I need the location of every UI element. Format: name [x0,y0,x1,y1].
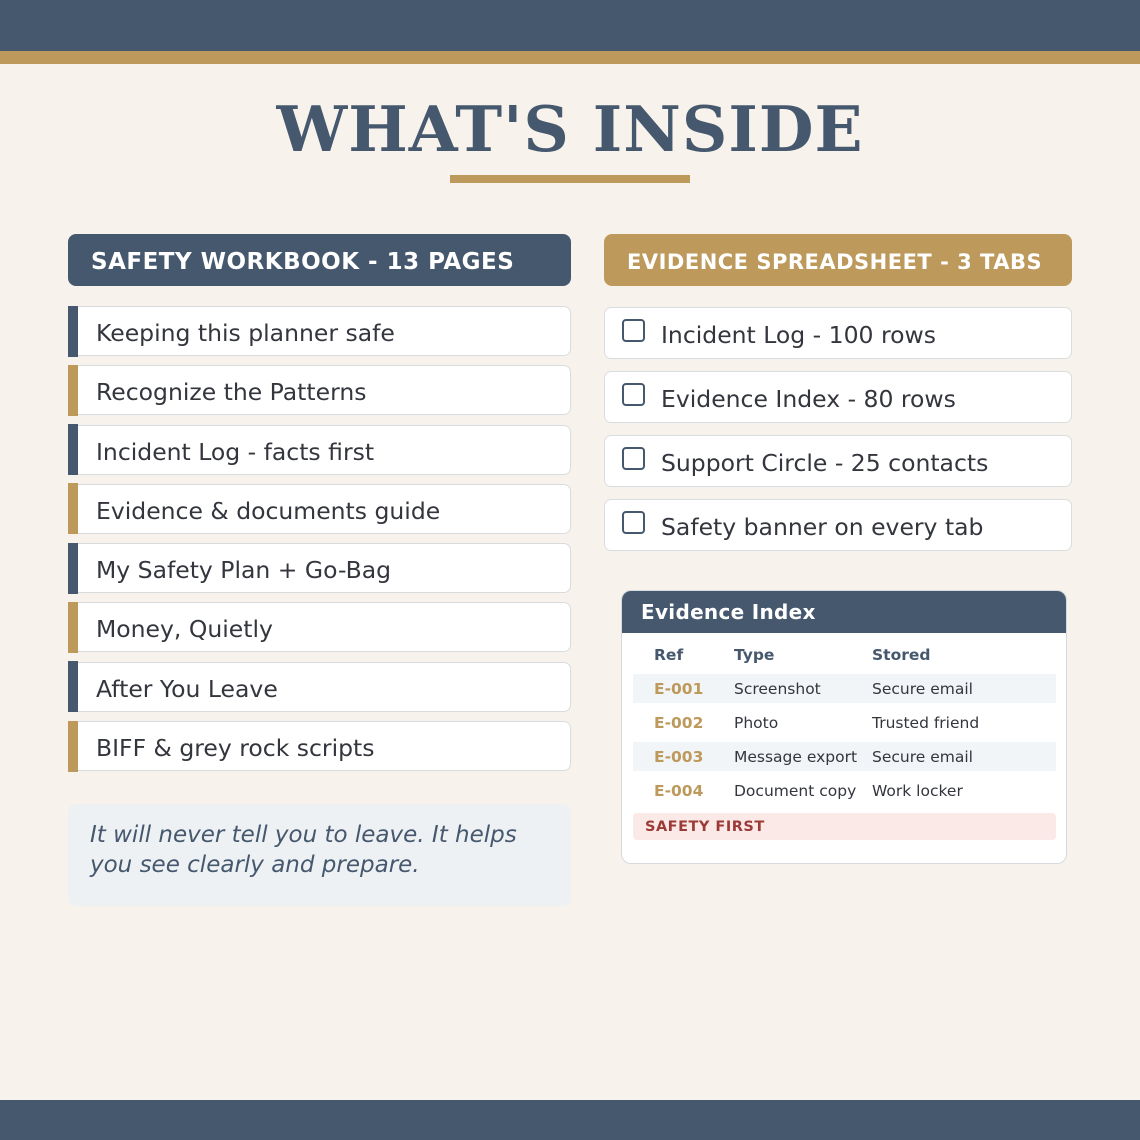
list-item [68,662,571,712]
page-item-label: Keeping this planner safe [96,319,395,347]
page-item-label: Recognize the Patterns [96,378,367,407]
cell-stored: Work locker [872,781,963,800]
page-item-label: BIFF & grey rock scripts [96,734,375,763]
checkbox-icon [622,383,645,406]
safety-first-banner: SAFETY FIRST [633,813,1056,840]
checkbox-icon [622,511,645,534]
column-header-stored: Stored [872,646,931,664]
workbook-header: SAFETY WORKBOOK - 13 PAGES [68,234,571,286]
cell-ref: E-004 [654,781,704,800]
accent-bar [68,543,78,594]
accent-bar [68,306,78,357]
page-item-label: Money, Quietly [96,615,273,644]
cell-type: Message export [734,747,858,766]
list-item [604,307,1072,359]
page-item-label: Incident Log - facts first [96,437,375,466]
workbook-page-list [68,306,571,780]
accent-bar [68,721,78,772]
list-item [68,721,571,771]
list-item [68,484,571,534]
list-item [68,602,571,652]
list-item [68,543,571,593]
cell-ref: E-003 [654,747,704,766]
title-underline [450,175,690,183]
table-row [633,708,1056,737]
column-header-ref: Ref [654,646,684,664]
tab-item-label: Support Circle - 25 contacts [661,448,989,477]
list-item [604,371,1072,423]
page-title: WHAT'S INSIDE [276,92,864,166]
table-row [633,674,1056,703]
checkbox-icon [622,319,645,342]
list-item [604,499,1072,551]
cell-ref: E-002 [654,713,704,732]
page-item-label: After You Leave [96,674,278,703]
cell-stored: Secure email [872,679,973,698]
cell-type: Document copy [734,781,857,800]
accent-bar [68,483,78,534]
list-item [68,425,571,475]
tab-item-label: Safety banner on every tab [661,512,984,541]
cell-ref: E-001 [654,679,704,698]
cell-stored: Secure email [872,747,973,766]
tab-item-label: Evidence Index - 80 rows [661,384,956,413]
cell-type: Photo [734,713,779,732]
page-item-label: Evidence & documents guide [96,496,441,525]
evidence-index-card [621,590,1067,864]
column-header-type: Type [734,646,775,664]
checkbox-icon [622,447,645,470]
accent-bar [68,602,78,653]
cell-stored: Trusted friend [872,713,980,732]
accent-bar [68,661,78,712]
evidence-index-title: Evidence Index [622,591,1066,633]
list-item [604,435,1072,487]
evidence-index-table [633,641,1056,805]
list-item [68,306,571,356]
page-item-label: My Safety Plan + Go-Bag [96,556,392,585]
spreadsheet-tab-list [604,307,1072,563]
cell-type: Screenshot [734,679,821,698]
table-row [633,776,1056,805]
spreadsheet-header: EVIDENCE SPREADSHEET - 3 TABS [604,234,1072,286]
table-header-row [633,641,1056,669]
bottom-banner [0,1100,1140,1140]
list-item [68,365,571,415]
workbook-quote: It will never tell you to leave. It helps you see clearly and prepare. [68,804,571,906]
top-banner [0,0,1140,51]
tab-item-label: Incident Log - 100 rows [661,320,936,349]
table-row [633,742,1056,771]
accent-bar [68,365,78,416]
accent-bar [68,424,78,475]
top-accent-stripe [0,51,1140,64]
